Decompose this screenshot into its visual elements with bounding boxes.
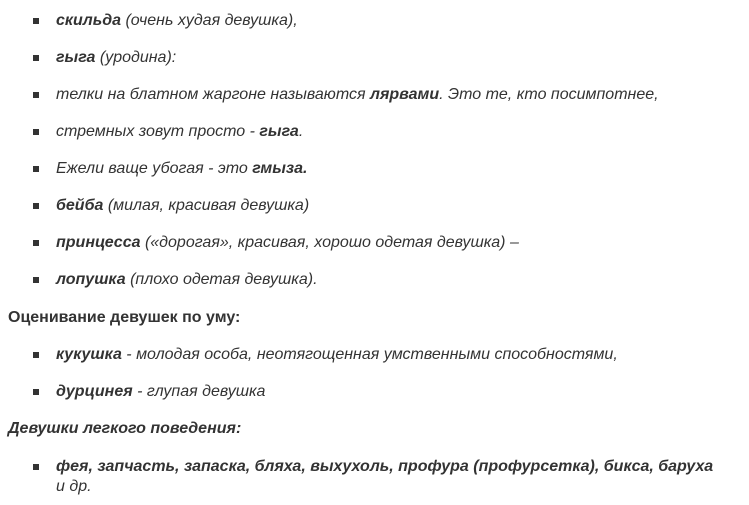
- bullet-icon: [33, 203, 39, 209]
- slang-term: фея, запчасть, запаска, бляха, выхухоль, профура (профурсетка), бикса, баруха: [56, 458, 714, 475]
- slang-term: бейба: [56, 197, 104, 214]
- bullet-icon: [33, 18, 39, 24]
- slang-term: принцесса: [56, 234, 141, 251]
- slang-term: скильда: [56, 12, 122, 29]
- bullet-icon: [33, 240, 39, 246]
- document: скильда (очень худая девушка), гыга (уродина): телки на блатном жаргоне называются лярвами. Это те, кто посимпотнее, стремных зовут просто - гыга. Ежели ваще убогая - это гмыза. бейба (милая, красивая девушка) принцесса («дорогая», красивая, хорошо одетая девушка) – лопушка (плохо одетая девушка). Оценивание девушек по уму: кукушка - молодая особа, неотягощенная умственными способностями, дурцинея - глупая девушка Девушки легкого поведения: фея, запчасть, запаска, бляха, выхухоль, профура (профурсетка), бикса, баруха и др.: [8, 12, 714, 495]
- section-heading-behavior: Девушки легкого поведения:: [8, 420, 242, 437]
- slang-term: гмыза.: [252, 160, 308, 177]
- slang-term: лярвами: [369, 86, 440, 103]
- slang-term: кукушка: [56, 346, 122, 363]
- slang-term: лопушка: [56, 271, 126, 288]
- bullet-icon: [33, 92, 39, 98]
- slang-term: дурцинея: [56, 383, 133, 400]
- bullet-icon: [33, 129, 39, 135]
- bullet-icon: [33, 464, 39, 470]
- bullet-icon: [33, 166, 39, 172]
- slang-term: гыга: [56, 49, 96, 66]
- bullet-icon: [33, 277, 39, 283]
- section-heading-intellect: Оценивание девушек по уму:: [8, 309, 241, 326]
- slang-term: гыга: [259, 123, 299, 140]
- bullet-icon: [33, 389, 39, 395]
- bullet-icon: [33, 352, 39, 358]
- bullet-icon: [33, 55, 39, 61]
